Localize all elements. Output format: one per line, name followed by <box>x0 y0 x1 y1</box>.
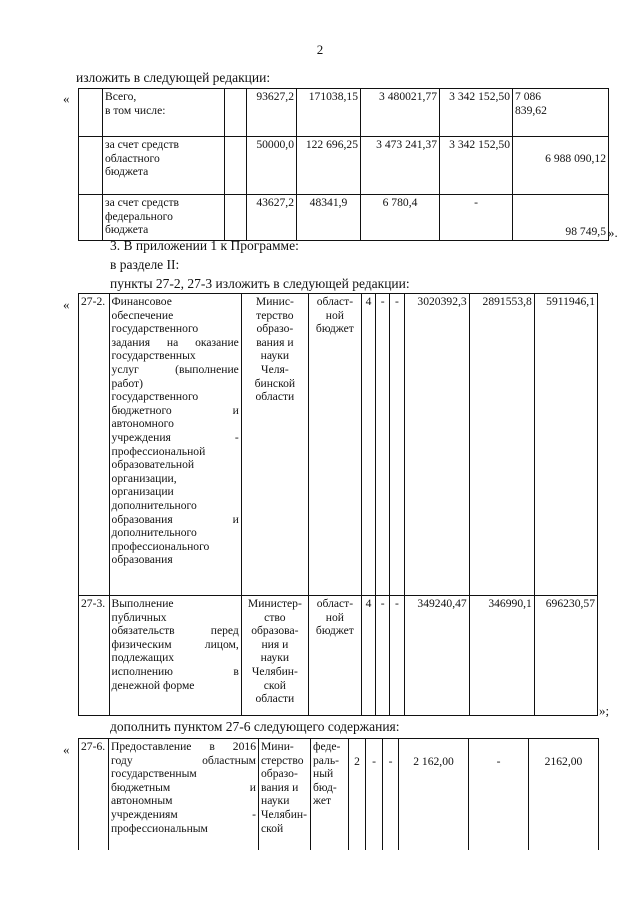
close-quote-2: »; <box>599 703 610 718</box>
table-totals <box>78 88 609 241</box>
cell-value: 3 342 152,50 <box>440 89 513 137</box>
desc-line: году областным <box>111 753 256 767</box>
amount-cell: 2 162,00 <box>399 739 469 850</box>
amount-cell: 346990,1 <box>469 596 534 716</box>
desc-line: Финансовое <box>111 295 172 308</box>
cell-value: 93627,2 <box>247 89 297 137</box>
code-cell: 4 <box>361 294 375 596</box>
executor: Мини- стерство образо- вания и науки Челябин- ской <box>259 739 311 850</box>
item-description <box>109 739 259 850</box>
cell-value: 6 988 090,12 <box>513 137 609 195</box>
desc-line: денежной форме <box>111 678 195 692</box>
heading-edit-instruction: изложить в следующей редакции: <box>76 70 271 85</box>
desc-line: исполнению в <box>111 664 239 678</box>
table-row <box>79 195 609 241</box>
item-number: 27-2. <box>79 294 110 596</box>
item-3-heading: 3. В приложении 1 к Программе: <box>110 238 299 253</box>
item-number: 27-3. <box>79 596 110 716</box>
desc-line: услуг (выполнение <box>111 362 239 376</box>
desc-line: работ) <box>111 376 143 390</box>
open-quote-3: « <box>63 742 70 757</box>
executor: Министер- ство образова- ния и науки Челябин- ской области <box>241 596 308 716</box>
item-description <box>109 294 241 596</box>
row-label: Всего, в том числе: <box>103 89 225 137</box>
close-quote-1: ». <box>608 225 618 240</box>
open-quote-1: « <box>63 91 70 106</box>
dash-cell: - <box>390 294 404 596</box>
section-heading: в разделе II: <box>110 257 180 272</box>
dash-cell: - <box>376 596 390 716</box>
desc-line: бюджетного и <box>111 403 239 417</box>
desc-line: государственного <box>111 322 199 336</box>
desc-line: государственных <box>111 349 196 363</box>
desc-line: учреждения - <box>111 430 239 444</box>
cell-value: 3 473 241,37 <box>361 137 440 195</box>
desc-line: Выполнение <box>111 597 174 610</box>
item-number: 27-6. <box>79 739 109 850</box>
amount-cell: 2162,00 <box>529 739 599 850</box>
desc-line: профессионального <box>111 539 210 553</box>
dash-cell: - <box>376 294 390 596</box>
cell-value: 6 780,4 <box>361 195 440 241</box>
amount-cell: 696230,57 <box>534 596 597 716</box>
dash-cell: - <box>366 739 383 850</box>
desc-line: дополнительного <box>111 526 197 540</box>
table-row <box>79 739 599 850</box>
cell-value: 3 480021,77 <box>361 89 440 137</box>
desc-line: Предоставление в 2016 <box>111 740 256 753</box>
code-cell: 4 <box>361 596 375 716</box>
amount-cell: 5911946,1 <box>534 294 597 596</box>
cell-value: 43627,2 <box>247 195 297 241</box>
desc-line: профессиональным <box>111 821 208 835</box>
desc-line: публичных <box>111 610 167 624</box>
code-cell: 2 <box>349 739 366 850</box>
desc-line: автономного <box>111 417 174 431</box>
points-heading: пункты 27-2, 27-3 изложить в следующей редакции: <box>110 276 410 291</box>
supplement-heading: дополнить пунктом 27-6 следующего содержания: <box>110 719 400 734</box>
funding-source: област- ной бюджет <box>308 596 361 716</box>
table-row <box>79 89 609 137</box>
desc-line: образования и <box>111 512 239 526</box>
desc-line: задания на оказание <box>111 335 239 349</box>
table-new-item <box>78 738 599 850</box>
cell-value: 50000,0 <box>247 137 297 195</box>
cell-value: 98 749,5 <box>513 195 609 241</box>
table-row <box>79 137 609 195</box>
desc-line: обязательств перед <box>111 624 239 638</box>
funding-source: област- ной бюджет <box>308 294 361 596</box>
table-program-items <box>78 293 598 716</box>
amount-cell: 349240,47 <box>404 596 469 716</box>
page-number: 2 <box>316 42 324 57</box>
desc-line: физическим лицом, <box>111 637 239 651</box>
desc-line: организации <box>111 485 174 499</box>
desc-line: государственного <box>111 390 199 404</box>
table-row <box>79 294 598 596</box>
amount-cell: 3020392,3 <box>404 294 469 596</box>
desc-line: государственным <box>111 767 197 781</box>
cell-value: 48341,9 <box>297 195 361 241</box>
amount-cell: 2891553,8 <box>469 294 534 596</box>
row-label: за счет средств областного бюджета <box>103 137 225 195</box>
desc-line: подлежащих <box>111 651 175 665</box>
executor: Минис- терство образо- вания и науки Челя- бинской области <box>241 294 308 596</box>
cell-value: 122 696,25 <box>297 137 361 195</box>
desc-line: образовательной <box>111 458 195 472</box>
amount-cell: - <box>469 739 529 850</box>
desc-line: дополнительного <box>111 498 197 512</box>
desc-line: учреждениям - <box>111 807 256 821</box>
desc-line: бюджетным и <box>111 780 256 794</box>
desc-line: образования <box>111 553 173 567</box>
table-row <box>79 596 598 716</box>
desc-line: автономным <box>111 794 173 808</box>
item-description <box>109 596 241 716</box>
row-label: за счет средств федерального бюджета <box>103 195 225 241</box>
cell-value: 171038,15 <box>297 89 361 137</box>
desc-line: обеспечение <box>111 308 174 322</box>
cell-value: - <box>440 195 513 241</box>
open-quote-2: « <box>63 297 70 312</box>
desc-line: профессиональной <box>111 444 206 458</box>
dash-cell: - <box>390 596 404 716</box>
funding-source: феде- раль- ный бюд- жет <box>311 739 349 850</box>
cell-value: 3 342 152,50 <box>440 137 513 195</box>
dash-cell: - <box>383 739 399 850</box>
desc-line: организации, <box>111 471 177 485</box>
cell-value: 7 086 839,62 <box>513 89 609 137</box>
